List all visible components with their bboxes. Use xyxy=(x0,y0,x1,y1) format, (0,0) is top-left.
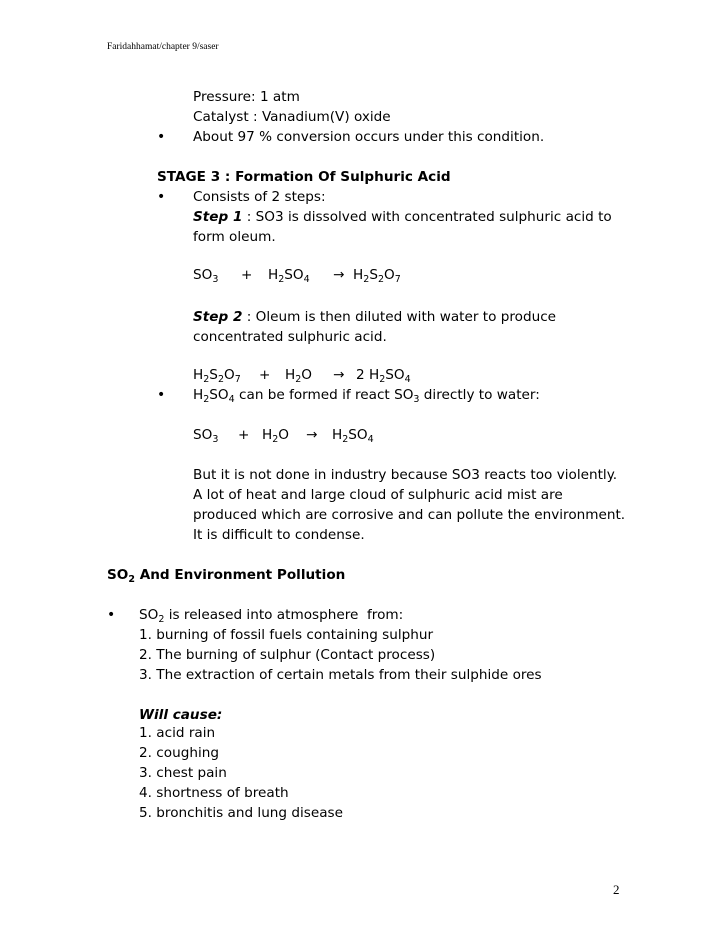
equation-1 xyxy=(193,265,218,285)
direct-reaction-line: $H_2SO_4$ can be formed if react $SO_3$ directly to water: xyxy=(193,387,540,405)
page-number: 2 xyxy=(613,882,620,897)
eq3-reactant-1: $SO_3$ xyxy=(193,427,219,445)
catalyst-line: Catalyst : Vanadium(V) oxide xyxy=(193,109,391,125)
eq3-reactant-2: $H_2O$ xyxy=(262,427,289,445)
step1-line-2: form oleum. xyxy=(193,229,276,245)
note-line-1: But it is not done in industry because SO3 reacts too violently. xyxy=(193,467,618,483)
stage3-heading: STAGE 3 : Formation Of Sulphuric Acid xyxy=(157,169,451,185)
note-line-2: A lot of heat and large cloud of sulphuric acid mist are xyxy=(193,487,563,503)
step2-line xyxy=(193,307,556,327)
eq1-plus: + xyxy=(241,267,253,283)
eq2-reactant-1: $H_2S_2O_7$ xyxy=(193,367,241,385)
step1-line xyxy=(193,207,612,227)
step1-label: Step 1 xyxy=(193,209,243,225)
effect-item: 1. acid rain xyxy=(139,725,216,741)
eq3-arrow: → xyxy=(306,427,318,443)
pollution-heading: $SO_2$ And Environment Pollution xyxy=(107,567,346,585)
source-item: 2. The burning of sulphur (Contact process) xyxy=(139,647,436,663)
step2-label: Step 2 xyxy=(193,309,243,325)
eq3-product: $H_2SO_4$ xyxy=(332,427,374,445)
bullet-icon: • xyxy=(157,129,166,145)
eq2-plus: + xyxy=(259,367,271,383)
source-item: 3. The extraction of certain metals from their sulphide ores xyxy=(139,667,542,683)
eq2-arrow: → xyxy=(333,367,345,383)
conversion-line: About 97 % conversion occurs under this condition. xyxy=(193,129,545,145)
eq2-reactant-2: $H_2O$ xyxy=(285,367,312,385)
pressure-line: Pressure: 1 atm xyxy=(193,89,300,105)
note-line-4: It is difficult to condense. xyxy=(193,527,365,543)
running-head: Faridahhamat/chapter 9/saser xyxy=(107,42,219,52)
effect-item: 3. chest pain xyxy=(139,765,227,781)
released-line: $SO_2$ is released into atmosphere from: xyxy=(139,607,404,625)
effect-item: 2. coughing xyxy=(139,745,219,761)
bullet-icon: • xyxy=(107,607,116,623)
effect-item: 5. bronchitis and lung disease xyxy=(139,805,343,821)
eq2-product: 2 $H_2SO_4$ xyxy=(356,367,411,385)
step2-line-2: concentrated sulphuric acid. xyxy=(193,329,387,345)
source-item: 1. burning of fossil fuels containing sulphur xyxy=(139,627,434,643)
eq1-reactant-2: $H_2SO_4$ xyxy=(268,267,310,285)
eq1-product: → $H_2S_2O_7$ xyxy=(333,267,401,285)
step1-text: : SO3 is dissolved with concentrated sulphuric acid to xyxy=(242,209,612,225)
effects-heading: Will cause: xyxy=(139,707,223,723)
consists-line: Consists of 2 steps: xyxy=(193,189,326,205)
eq3-plus: + xyxy=(238,427,250,443)
note-line-3: produced which are corrosive and can pollute the environment. xyxy=(193,507,626,523)
bullet-icon: • xyxy=(157,387,166,403)
eq1-reactant-1: $SO_3$ xyxy=(193,267,219,285)
bullet-icon: • xyxy=(157,189,166,205)
effect-item: 4. shortness of breath xyxy=(139,785,289,801)
step2-text: : Oleum is then diluted with water to produce xyxy=(242,309,557,325)
